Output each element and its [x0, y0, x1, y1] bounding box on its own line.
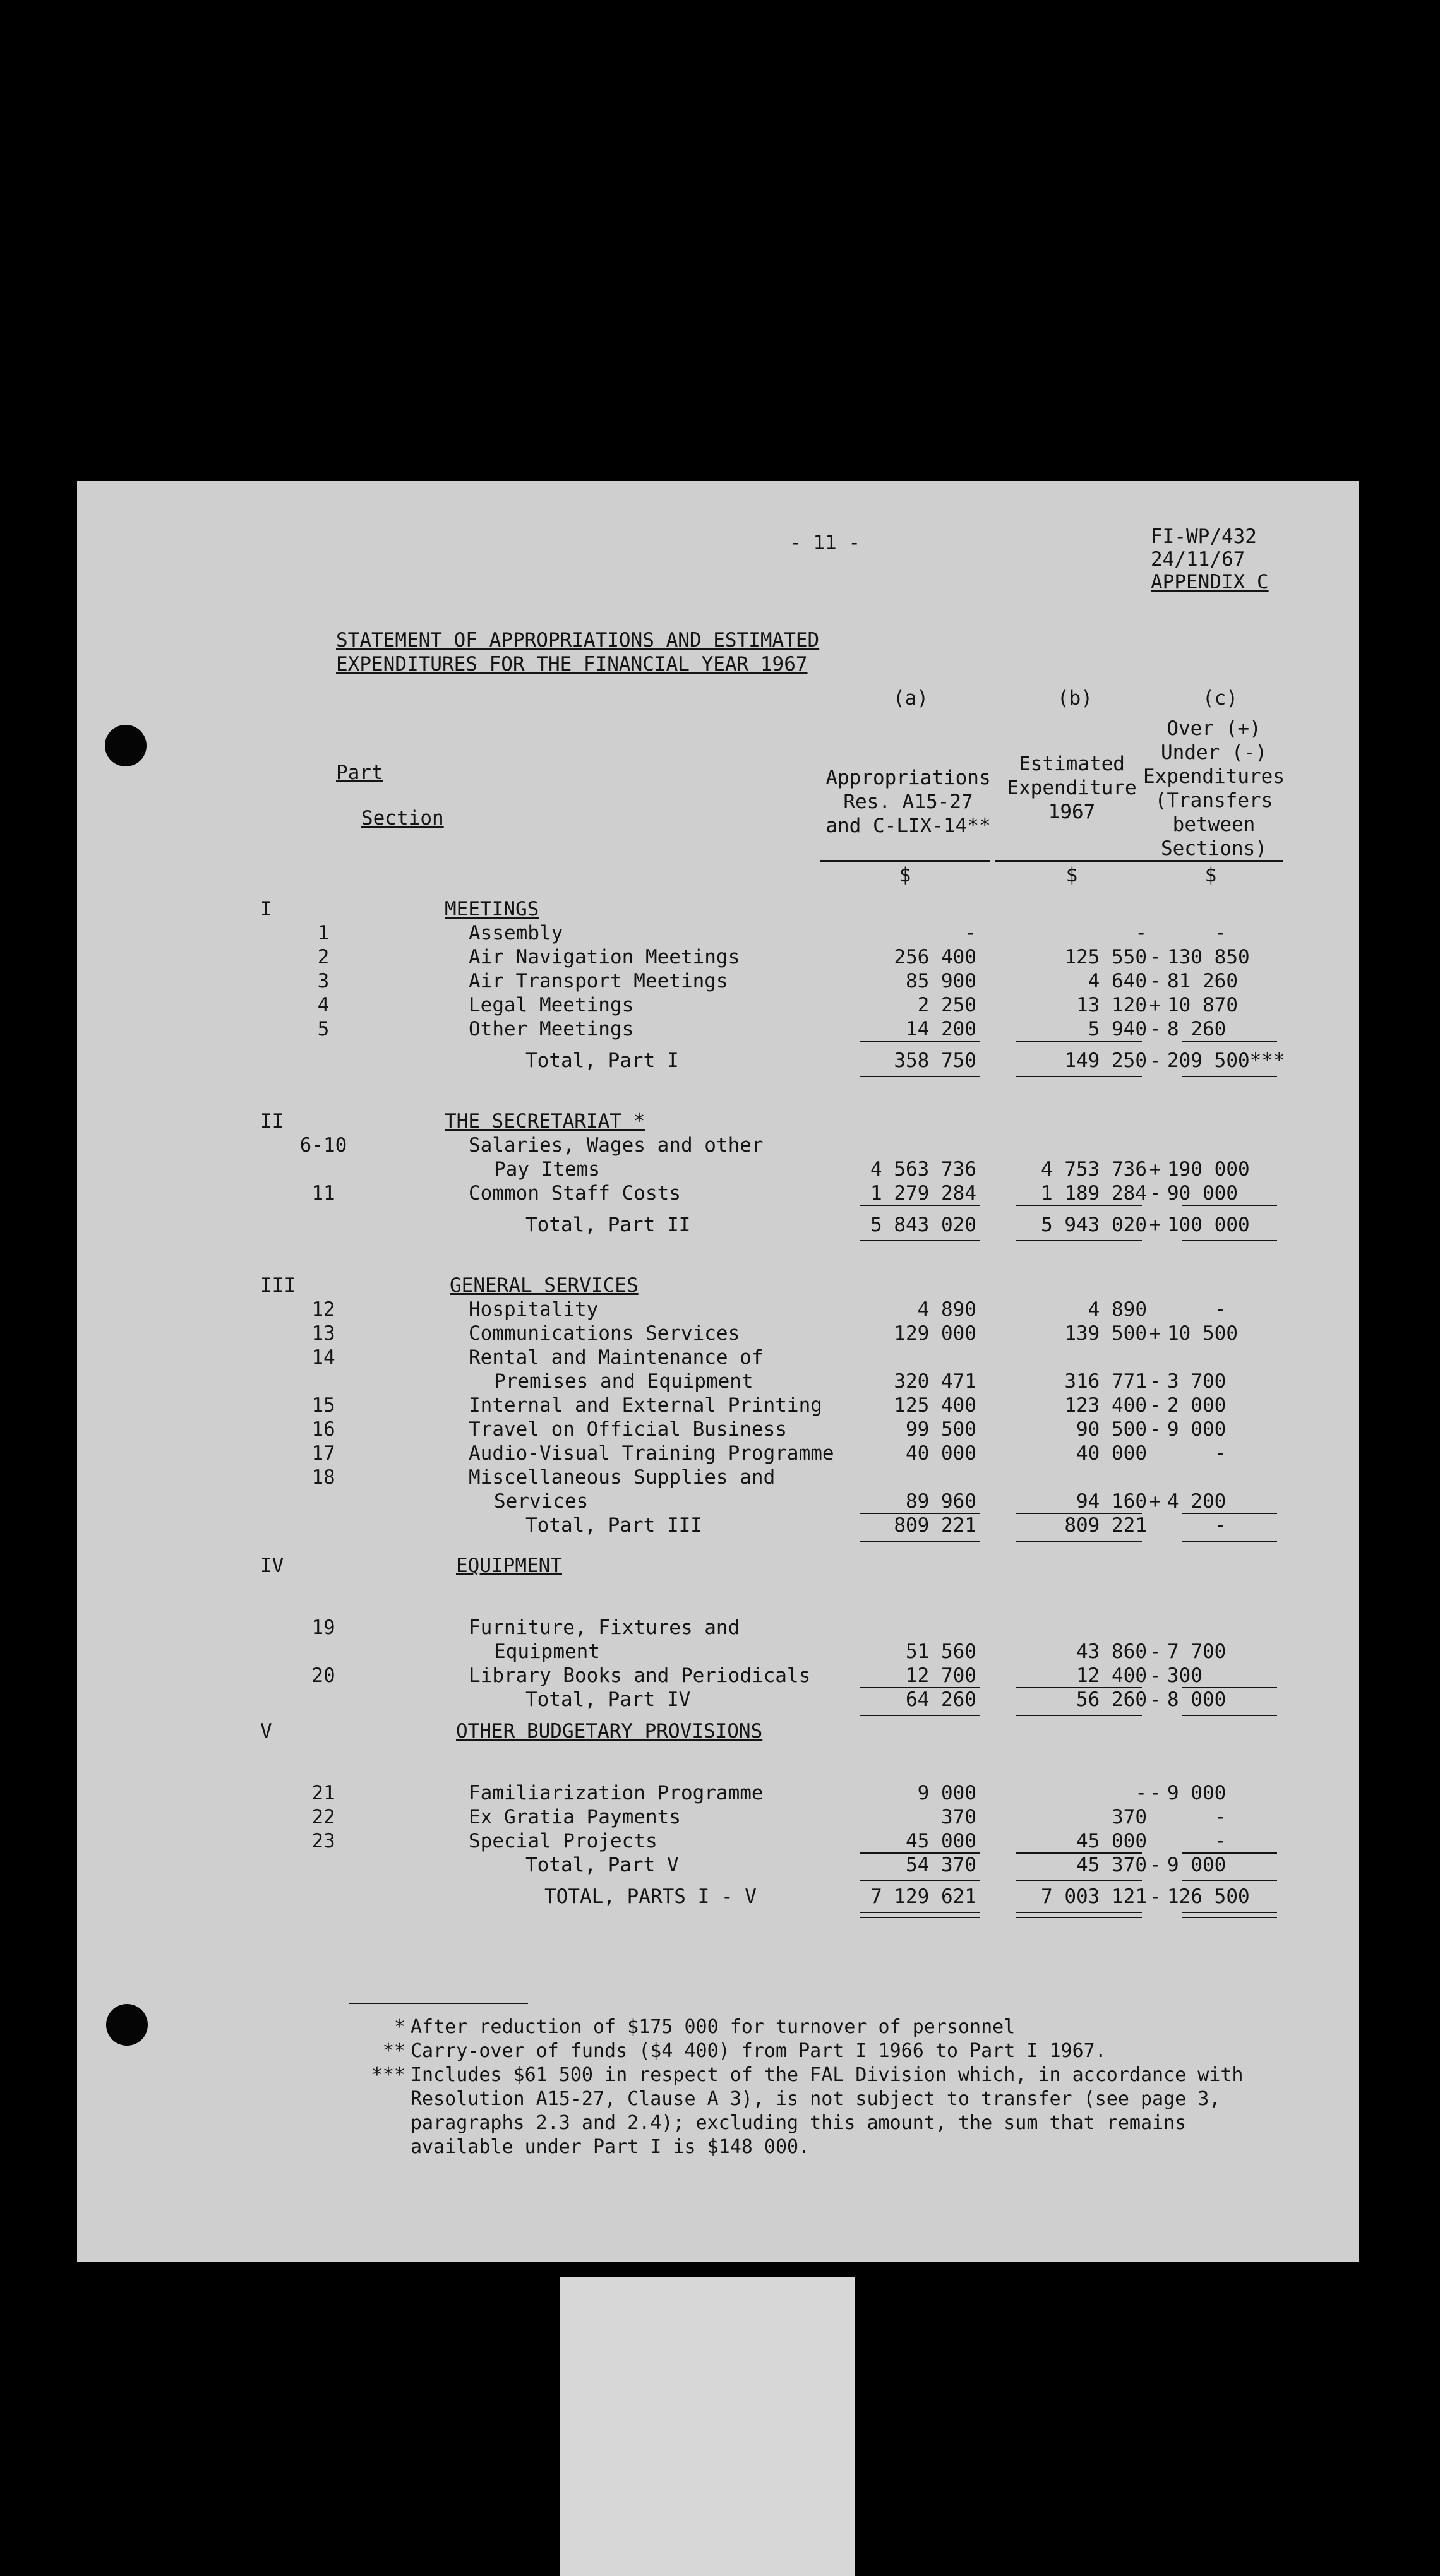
variance-value: 126 500	[1167, 1885, 1250, 1908]
variance-value: -	[1214, 1442, 1227, 1465]
expenditure-value: 12 400	[1076, 1664, 1147, 1687]
footnote-mark: *	[393, 2016, 405, 2038]
variance-sign: +	[1149, 1490, 1161, 1513]
subtotal-rule-b	[1016, 1041, 1142, 1042]
appropriation-value: 256 400	[894, 946, 976, 969]
appropriation-value: 99 500	[906, 1418, 976, 1441]
document-date: 24/11/67	[1151, 548, 1245, 571]
line-item-label: Salaries, Wages and other	[469, 1134, 764, 1157]
footnote-mark: ***	[371, 2064, 405, 2086]
column-a-letter: (a)	[893, 687, 928, 710]
line-item-label: Legal Meetings	[469, 994, 634, 1017]
appropriation-value: 12 700	[906, 1664, 976, 1687]
expenditure-value: 94 160	[1076, 1490, 1147, 1513]
footnote-text: paragraphs 2.3 and 2.4); excluding this amount, the sum that remains	[411, 2112, 1187, 2134]
currency-c: $	[1204, 864, 1217, 886]
currency-a: $	[899, 864, 911, 886]
variance-value: 8 000	[1167, 1688, 1227, 1711]
subtotal-rule-b	[1016, 1205, 1142, 1206]
head-a-line: and C-LIX-14**	[825, 814, 991, 837]
total-rule-c	[1182, 1912, 1277, 1913]
section-number: 17	[311, 1442, 335, 1465]
head-a-line: Appropriations	[825, 766, 991, 789]
variance-sign: +	[1149, 1213, 1161, 1236]
line-item-label: Other Meetings	[469, 1018, 634, 1041]
expenditure-value: 1 189 284	[1041, 1182, 1147, 1205]
section-heading: Section	[361, 807, 444, 830]
section-number: 14	[311, 1346, 335, 1369]
line-item-label: Services	[494, 1490, 589, 1513]
line-item-label: Pay Items	[494, 1158, 600, 1181]
part-number: V	[260, 1720, 272, 1743]
total-rule-a	[860, 1880, 980, 1881]
variance-sign: -	[1149, 1885, 1161, 1908]
appropriation-value: -	[964, 922, 976, 945]
appropriation-value: 809 221	[894, 1514, 976, 1537]
statement-title-line1: STATEMENT OF APPROPRIATIONS AND ESTIMATED	[336, 629, 820, 652]
expenditure-value: 40 000	[1076, 1442, 1147, 1465]
punch-hole-bottom	[106, 2004, 148, 2046]
part-heading-label: EQUIPMENT	[456, 1554, 562, 1577]
variance-sign: -	[1149, 970, 1161, 993]
total-rule-b	[1016, 1912, 1142, 1913]
variance-value: 9 000	[1167, 1854, 1227, 1876]
line-item-label: Ex Gratia Payments	[469, 1806, 681, 1828]
column-c-letter: (c)	[1203, 687, 1238, 710]
variance-value: 100 000	[1167, 1213, 1250, 1236]
head-b-line: 1967	[1048, 801, 1096, 823]
variance-value: -	[1214, 1298, 1227, 1321]
variance-sign: -	[1149, 1049, 1161, 1072]
footnote-text: Includes $61 500 in respect of the FAL Division which, in accordance with	[411, 2064, 1244, 2086]
double-rule-b	[1016, 1917, 1142, 1918]
section-number: 1	[317, 922, 330, 945]
appropriation-value: 9 000	[917, 1782, 976, 1804]
line-item-label: Hospitality	[469, 1298, 599, 1321]
part-heading-label: THE SECRETARIAT *	[445, 1110, 645, 1133]
line-item-label: Furniture, Fixtures and	[469, 1616, 740, 1639]
variance-sign: -	[1149, 1394, 1161, 1417]
expenditure-value: 45 000	[1076, 1830, 1147, 1852]
head-c-line: Under (-)	[1161, 741, 1267, 764]
line-item-label: Rental and Maintenance of	[469, 1346, 764, 1369]
section-number: 22	[311, 1806, 335, 1828]
expenditure-value: 4 753 736	[1041, 1158, 1147, 1181]
variance-sign: -	[1149, 1782, 1161, 1804]
variance-value: 3 700	[1167, 1370, 1227, 1393]
expenditure-value: -	[1135, 1782, 1147, 1804]
column-b-letter: (b)	[1057, 687, 1093, 710]
appropriation-value: 2 250	[917, 994, 976, 1017]
appropriation-value: 64 260	[906, 1688, 976, 1711]
double-rule-a	[860, 1917, 980, 1918]
part-number: I	[260, 898, 272, 921]
appropriation-value: 4 563 736	[870, 1158, 976, 1181]
line-item-label: Air Navigation Meetings	[469, 946, 740, 969]
section-number: 3	[317, 970, 330, 993]
header-rule-a	[820, 860, 990, 862]
total-rule-c	[1182, 1715, 1277, 1716]
appendix-label: APPENDIX C	[1151, 571, 1269, 593]
total-label: TOTAL, PARTS I - V	[544, 1885, 757, 1908]
line-item-label: Common Staff Costs	[469, 1182, 681, 1205]
appropriation-value: 1 279 284	[870, 1182, 976, 1205]
part-number: IV	[260, 1554, 284, 1577]
expenditure-value: 149 250	[1064, 1049, 1147, 1072]
appropriation-value: 14 200	[906, 1018, 976, 1041]
section-number: 18	[311, 1466, 335, 1489]
section-number: 20	[311, 1664, 335, 1687]
document-page	[77, 481, 1359, 2262]
expenditure-value: 7 003 121	[1041, 1885, 1147, 1908]
total-label: Total, Part I	[525, 1049, 679, 1072]
total-rule-a	[860, 1240, 980, 1241]
variance-sign: -	[1149, 946, 1161, 969]
variance-value: 8 260	[1167, 1018, 1227, 1041]
part-heading-label: OTHER BUDGETARY PROVISIONS	[456, 1720, 763, 1743]
variance-sign: +	[1149, 1158, 1161, 1181]
line-item-label: Assembly	[469, 922, 563, 945]
part-number: III	[260, 1274, 296, 1297]
expenditure-value: 13 120	[1076, 994, 1147, 1017]
total-label: Total, Part III	[525, 1514, 702, 1537]
expenditure-value: 125 550	[1064, 946, 1147, 969]
total-rule-a	[860, 1715, 980, 1716]
total-label: Total, Part IV	[525, 1688, 691, 1711]
head-c-line: Expenditures	[1143, 765, 1285, 788]
header-rule-c	[1138, 860, 1283, 862]
appropriation-value: 40 000	[906, 1442, 976, 1465]
variance-sign: -	[1149, 1018, 1161, 1041]
line-item-label: Internal and External Printing	[469, 1394, 822, 1417]
expenditure-value: 4 890	[1088, 1298, 1147, 1321]
line-item-label: Premises and Equipment	[494, 1370, 753, 1393]
variance-value: 90 000	[1167, 1182, 1238, 1205]
paper-tab	[560, 2277, 855, 2576]
head-b-line: Estimated	[1019, 753, 1125, 775]
total-rule-b	[1016, 1880, 1142, 1881]
footnote-mark: **	[382, 2040, 405, 2062]
total-rule-c	[1182, 1076, 1277, 1077]
section-number: 23	[311, 1830, 335, 1852]
footnote-separator	[349, 2003, 528, 2004]
head-c-line: Sections)	[1161, 837, 1267, 860]
variance-value: -	[1214, 1806, 1227, 1828]
line-item-label: Travel on Official Business	[469, 1418, 787, 1441]
appropriation-value: 45 000	[906, 1830, 976, 1852]
variance-value: 81 260	[1167, 970, 1238, 993]
total-rule-a	[860, 1541, 980, 1542]
subtotal-rule-a	[860, 1205, 980, 1206]
variance-value: 300	[1167, 1664, 1203, 1687]
variance-value: 7 700	[1167, 1640, 1227, 1663]
section-number: 12	[311, 1298, 335, 1321]
variance-value: 130 850	[1167, 946, 1250, 969]
line-item-label: Familiarization Programme	[469, 1782, 764, 1804]
total-rule-b	[1016, 1541, 1142, 1542]
section-number: 19	[311, 1616, 335, 1639]
total-label: Total, Part V	[525, 1854, 679, 1876]
variance-sign: -	[1149, 1418, 1161, 1441]
expenditure-value: 56 260	[1076, 1688, 1147, 1711]
part-heading: Part	[336, 761, 383, 784]
expenditure-value: 5 943 020	[1041, 1213, 1147, 1236]
line-item-label: Audio-Visual Training Programme	[469, 1442, 834, 1465]
total-rule-c	[1182, 1880, 1277, 1881]
section-number: 11	[311, 1182, 335, 1205]
head-c-line: Over (+)	[1167, 717, 1261, 740]
expenditure-value: 43 860	[1076, 1640, 1147, 1663]
appropriation-value: 370	[941, 1806, 976, 1828]
variance-value: 190 000	[1167, 1158, 1250, 1181]
subtotal-rule-c	[1182, 1205, 1277, 1206]
variance-value: -	[1214, 1514, 1227, 1537]
expenditure-value: 809 221	[1064, 1514, 1147, 1537]
variance-sign: -	[1149, 1854, 1161, 1876]
expenditure-value: 4 640	[1088, 970, 1147, 993]
head-c-line: between	[1172, 813, 1256, 836]
line-item-label: Air Transport Meetings	[469, 970, 728, 993]
expenditure-value: 90 500	[1076, 1418, 1147, 1441]
currency-b: $	[1065, 864, 1078, 886]
subtotal-rule-c	[1182, 1041, 1277, 1042]
line-item-label: Communications Services	[469, 1322, 740, 1345]
double-rule-c	[1182, 1917, 1277, 1918]
total-rule-c	[1182, 1541, 1277, 1542]
variance-value: -	[1214, 1830, 1227, 1852]
part-heading-label: GENERAL SERVICES	[450, 1274, 639, 1297]
variance-value: 10 500	[1167, 1322, 1238, 1345]
total-rule-b	[1016, 1076, 1142, 1077]
expenditure-value: 123 400	[1064, 1394, 1147, 1417]
line-item-label: Equipment	[494, 1640, 600, 1663]
punch-hole-top	[105, 725, 147, 766]
variance-value: 9 000	[1167, 1782, 1227, 1804]
appropriation-value: 5 843 020	[870, 1213, 976, 1236]
variance-value: 209 500***	[1167, 1049, 1285, 1072]
head-a-line: Res. A15-27	[843, 790, 973, 813]
appropriation-value: 7 129 621	[870, 1885, 976, 1908]
subtotal-rule-a	[860, 1041, 980, 1042]
variance-sign: -	[1149, 1664, 1161, 1687]
total-rule-b	[1016, 1715, 1142, 1716]
section-number: 21	[311, 1782, 335, 1804]
variance-sign: +	[1149, 1322, 1161, 1345]
expenditure-value: 139 500	[1064, 1322, 1147, 1345]
footnote-text: Resolution A15-27, Clause A 3), is not subject to transfer (see page 3,	[411, 2088, 1221, 2110]
header-rule-b	[995, 860, 1148, 862]
expenditure-value: 316 771	[1064, 1370, 1147, 1393]
appropriation-value: 89 960	[906, 1490, 976, 1513]
variance-sign: +	[1149, 994, 1161, 1017]
expenditure-value: 5 940	[1088, 1018, 1147, 1041]
footnote-text: Carry-over of funds ($4 400) from Part I 1966 to Part I 1967.	[411, 2040, 1107, 2062]
expenditure-value: 45 370	[1076, 1854, 1147, 1876]
total-rule-b	[1016, 1240, 1142, 1241]
appropriation-value: 320 471	[894, 1370, 976, 1393]
variance-sign: -	[1149, 1640, 1161, 1663]
variance-value: 9 000	[1167, 1418, 1227, 1441]
total-rule-a	[860, 1076, 980, 1077]
part-heading-label: MEETINGS	[445, 898, 539, 921]
head-c-line: (Transfers	[1155, 789, 1273, 812]
total-rule-c	[1182, 1240, 1277, 1241]
appropriation-value: 4 890	[917, 1298, 976, 1321]
line-item-label: Special Projects	[469, 1830, 657, 1852]
variance-sign: -	[1149, 1688, 1161, 1711]
total-label: Total, Part II	[525, 1213, 691, 1236]
total-rule-a	[860, 1912, 980, 1913]
page-number: - 11 -	[789, 532, 860, 554]
appropriation-value: 51 560	[906, 1640, 976, 1663]
expenditure-value: -	[1135, 922, 1147, 945]
section-number: 16	[311, 1418, 335, 1441]
statement-title-line2: EXPENDITURES FOR THE FINANCIAL YEAR 1967	[336, 653, 808, 676]
section-number: 13	[311, 1322, 335, 1345]
document-reference: FI-WP/432	[1151, 525, 1257, 548]
expenditure-value: 370	[1112, 1806, 1147, 1828]
variance-sign: -	[1149, 1370, 1161, 1393]
variance-value: 2 000	[1167, 1394, 1227, 1417]
footnote-text: available under Part I is $148 000.	[411, 2136, 810, 2158]
line-item-label: Miscellaneous Supplies and	[469, 1466, 776, 1489]
part-number: II	[260, 1110, 284, 1133]
appropriation-value: 358 750	[894, 1049, 976, 1072]
line-item-label: Library Books and Periodicals	[469, 1664, 811, 1687]
section-number: 4	[317, 994, 330, 1017]
section-number: 6-10	[299, 1134, 347, 1157]
appropriation-value: 54 370	[906, 1854, 976, 1876]
appropriation-value: 129 000	[894, 1322, 976, 1345]
variance-sign: -	[1149, 1182, 1161, 1205]
variance-value: 10 870	[1167, 994, 1238, 1017]
section-number: 15	[311, 1394, 335, 1417]
appropriation-value: 125 400	[894, 1394, 976, 1417]
head-b-line: Expenditure	[1007, 777, 1137, 799]
appropriation-value: 85 900	[906, 970, 976, 993]
section-number: 5	[317, 1018, 330, 1041]
variance-value: 4 200	[1167, 1490, 1227, 1513]
section-number: 2	[317, 946, 330, 969]
variance-value: -	[1214, 922, 1227, 945]
footnote-text: After reduction of $175 000 for turnover of personnel	[411, 2016, 1016, 2038]
